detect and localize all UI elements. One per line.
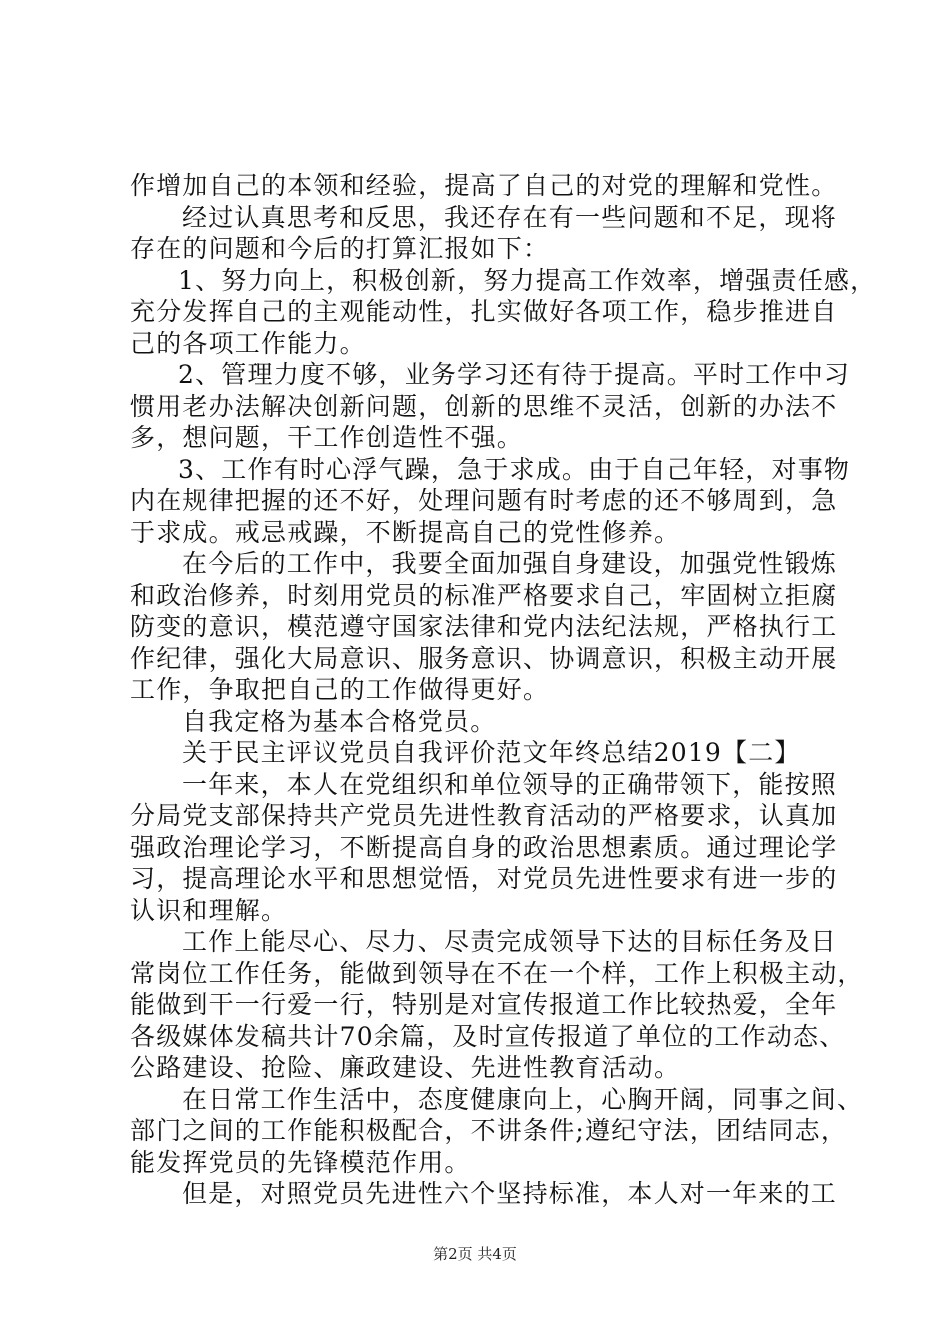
text-line: 作增加自己的本领和经验，提高了自己的对党的理解和党性。 [130, 171, 838, 200]
text-line: 己的各项工作能力。 [130, 328, 366, 358]
text-line: 存在的问题和今后的打算汇报如下： [130, 234, 550, 263]
text-line: 自我定格为基本合格党员。 [182, 706, 497, 736]
text-line: 强政治理论学习，不断提高自身的政治思想素质。通过理论学 [130, 832, 838, 862]
text-line: 和政治修养，时刻用党员的标准严格要求自己，牢固树立拒腐 [130, 580, 838, 610]
text-line: 充分发挥自己的主观能动性，扎实做好各项工作，稳步推进自 [130, 297, 838, 326]
text-line: 在日常工作生活中，态度健康向上，心胸开阔，同事之间、 [182, 1084, 864, 1114]
text-line: 多，想问题，干工作创造性不强。 [130, 423, 524, 452]
text-line: 但是，对照党员先进性六个坚持标准，本人对一年来的工 [182, 1179, 838, 1208]
text-line: 能发挥党员的先锋模范作用。 [130, 1147, 471, 1177]
text-line: 一年来，本人在党组织和单位领导的正确带领下，能按照 [182, 769, 838, 799]
text-line: 作纪律，强化大局意识、服务意识、协调意识，积极主动开展 [130, 643, 838, 673]
text-line: 在今后的工作中，我要全面加强自身建设，加强党性锻炼 [182, 549, 838, 578]
text-line: 经过认真思考和反思，我还存在有一些问题和不足，现将 [182, 202, 838, 232]
text-line: 2、管理力度不够，业务学习还有待于提高。平时工作中习 [178, 360, 851, 389]
text-line: 部门之间的工作能积极配合，不讲条件;遵纪守法，团结同志， [130, 1116, 848, 1145]
text-line: 工作上能尽心、尽力、尽责完成领导下达的目标任务及日 [182, 927, 838, 956]
text-line: 惯用老办法解决创新问题，创新的思维不灵活，创新的办法不 [130, 391, 838, 421]
text-line: 内在规律把握的还不好，处理问题有时考虑的还不够周到，急 [130, 486, 838, 515]
document-body [130, 170, 877, 1210]
text-line: 公路建设、抢险、廉政建设、先进性教育活动。 [130, 1053, 681, 1082]
text-line: 防变的意识，模范遵守国家法律和党内法纪法规，严格执行工 [130, 612, 838, 641]
text-line: 认识和理解。 [130, 895, 288, 925]
text-line: 常岗位工作任务，能做到领导在不在一个样，工作上积极主动， [130, 958, 864, 988]
text-line: 3、工作有时心浮气躁，急于求成。由于自己年轻，对事物 [178, 454, 851, 484]
text-line: 分局党支部保持共产党员先进性教育活动的严格要求，认真加 [130, 801, 838, 830]
section-heading: 关于民主评议党员自我评价范文年终总结2019【二】 [182, 738, 801, 767]
text-line: 于求成。戒忌戒躁，不断提高自己的党性修养。 [130, 517, 681, 547]
text-line: 1、努力向上，积极创新，努力提高工作效率，增强责任感， [178, 265, 877, 295]
text-line: 习，提高理论水平和思想觉悟，对党员先进性要求有进一步的 [130, 864, 838, 893]
page-number-footer: 第2页 共4页 [433, 1245, 517, 1263]
text-line: 能做到干一行爱一行，特别是对宣传报道工作比较热爱，全年 [130, 990, 838, 1019]
text-line: 各级媒体发稿共计70余篇，及时宣传报道了单位的工作动态、 [130, 1021, 846, 1051]
text-line: 工作，争取把自己的工作做得更好。 [130, 675, 550, 704]
